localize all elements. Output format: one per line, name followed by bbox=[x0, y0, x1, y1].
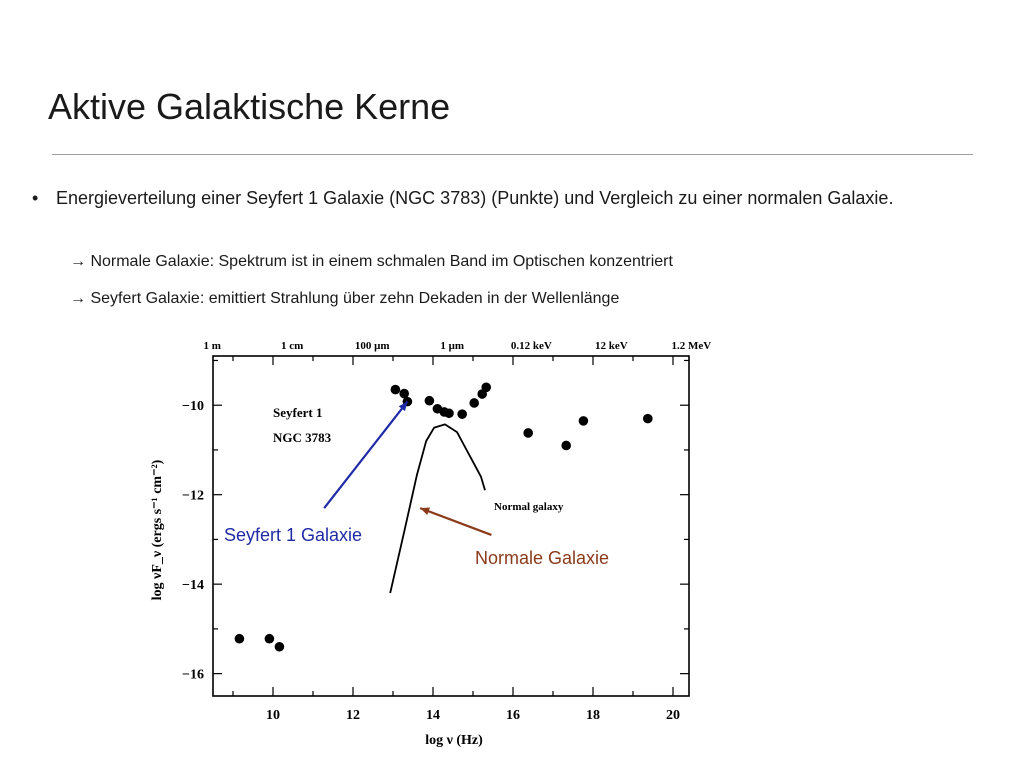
y-tick-label: −12 bbox=[182, 488, 204, 504]
top-axis-label: 100 μm bbox=[354, 340, 390, 352]
x-tick-labels bbox=[266, 708, 680, 723]
seyfert-data-point bbox=[469, 398, 479, 408]
bullet-text: Energieverteilung einer Seyfert 1 Galaxie (NGC 3783) (Punkte) und Vergleich zu einer normalen Galaxie. bbox=[56, 188, 894, 208]
y-tick-label: −10 bbox=[182, 399, 204, 415]
x-tick-label: 10 bbox=[266, 708, 280, 723]
annotation-seyfert-label: Seyfert 1 Galaxie bbox=[224, 525, 363, 545]
sub-item-seyfert-galaxy: → Seyfert Galaxie: emittiert Strahlung über zehn Dekaden in der Wellenlänge bbox=[70, 290, 620, 307]
top-axis-label: 1 μm bbox=[440, 340, 465, 352]
inset-label-seyfert: Seyfert 1 bbox=[273, 405, 323, 420]
x-tick-label: 16 bbox=[506, 708, 520, 723]
seyfert-data-point bbox=[265, 634, 275, 644]
seyfert-data-point bbox=[235, 634, 245, 644]
x-tick-label: 12 bbox=[346, 708, 360, 723]
seyfert-data-point bbox=[481, 383, 491, 393]
seyfert-data-point bbox=[275, 642, 285, 652]
top-axis-label: 1 m bbox=[203, 340, 221, 352]
normal-galaxy-curve-label: Normal galaxy bbox=[494, 501, 564, 513]
x-tick-label: 18 bbox=[586, 708, 600, 723]
top-axis-labels bbox=[203, 340, 711, 352]
seyfert-data-point bbox=[561, 441, 571, 451]
x-tick-label: 20 bbox=[666, 708, 680, 723]
seyfert-data-point bbox=[457, 409, 467, 419]
y-tick-labels bbox=[182, 399, 204, 682]
x-tick-label: 14 bbox=[426, 708, 440, 723]
seyfert-data-point bbox=[643, 414, 653, 424]
normal-galaxy-arrow-head bbox=[420, 508, 430, 515]
seyfert-data-point bbox=[425, 396, 435, 406]
seyfert-data-point bbox=[444, 408, 454, 418]
seyfert-arrow bbox=[324, 402, 407, 508]
seyfert-data-point bbox=[579, 416, 589, 426]
seyfert-data-point bbox=[391, 385, 401, 395]
inset-label-ngc: NGC 3783 bbox=[273, 430, 332, 445]
normal-galaxy-arrow bbox=[420, 508, 491, 535]
top-axis-label: 1 cm bbox=[281, 340, 304, 352]
y-tick-label: −16 bbox=[182, 667, 204, 683]
y-tick-label: −14 bbox=[182, 578, 204, 594]
y-axis-label: log νF_ν (ergs s⁻¹ cm⁻²) bbox=[150, 459, 165, 601]
top-axis-label: 0.12 keV bbox=[510, 340, 552, 352]
top-axis-label: 12 keV bbox=[595, 340, 628, 352]
slide-title: Aktive Galaktische Kerne bbox=[48, 86, 451, 127]
bullet-marker: • bbox=[32, 188, 39, 208]
annotation-normal-label: Normale Galaxie bbox=[475, 548, 610, 568]
top-axis-label: 1.2 MeV bbox=[671, 340, 712, 352]
sub-item-normal-galaxy: → Normale Galaxie: Spektrum ist in einem schmalen Band im Optischen konzentriert bbox=[70, 253, 673, 270]
x-axis-label: log ν (Hz) bbox=[425, 733, 483, 748]
seyfert-data-point bbox=[523, 428, 533, 438]
normal-galaxy-curve bbox=[390, 424, 485, 593]
